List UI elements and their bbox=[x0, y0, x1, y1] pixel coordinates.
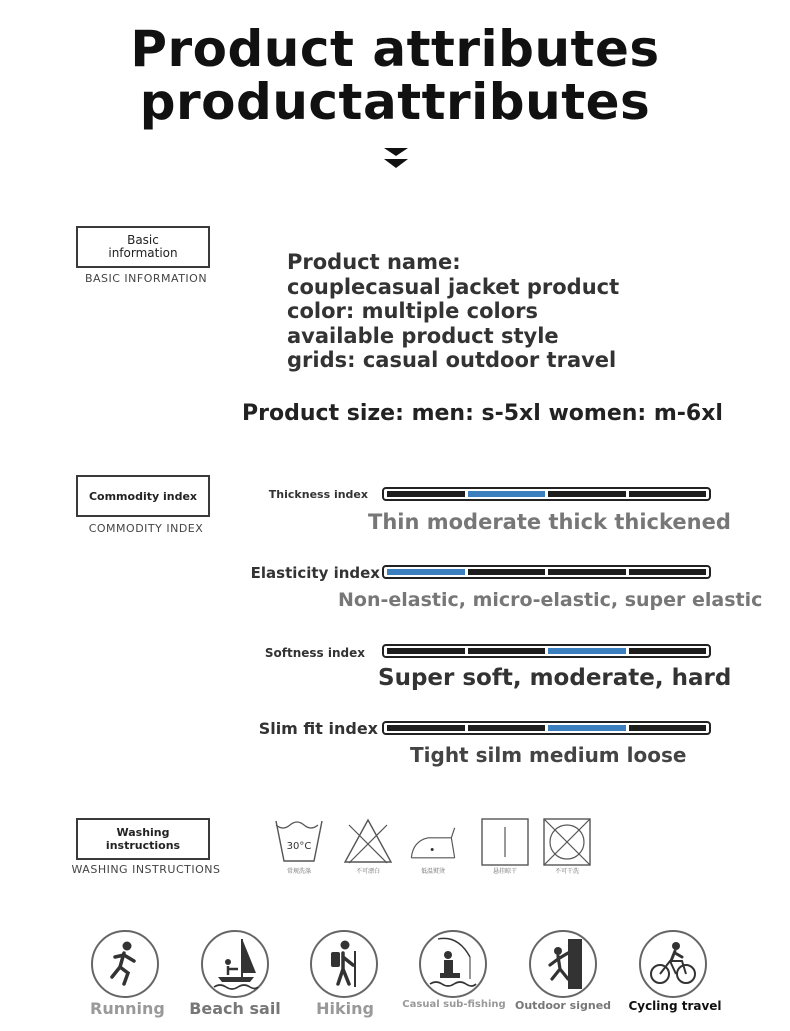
index-segment bbox=[387, 491, 465, 497]
slim-fit-index-bar bbox=[382, 721, 711, 735]
index-segment bbox=[548, 491, 626, 497]
basic-info-box-label-2: information bbox=[108, 246, 178, 260]
elasticity-scale-text: Non-elastic, micro-elastic, super elastic bbox=[338, 589, 763, 611]
index-segment bbox=[468, 569, 546, 575]
cycling-label: Cycling travel bbox=[628, 999, 722, 1013]
hang-dry-caption: 悬挂晾干 bbox=[492, 868, 517, 875]
beach-sail-label: Beach sail bbox=[189, 999, 281, 1018]
softness-index-bar bbox=[382, 644, 711, 658]
commodity-index-box bbox=[76, 475, 210, 517]
product-info-line: Product name: bbox=[287, 250, 461, 274]
commodity-index-box-label: Commodity index bbox=[88, 489, 198, 503]
iron-caption: 低温熨烫 bbox=[420, 868, 445, 875]
page-title: Product attributes bbox=[130, 20, 660, 78]
hiking-label: Hiking bbox=[316, 999, 374, 1018]
slim-fit-scale-text: Tight silm medium loose bbox=[410, 743, 687, 767]
cycling-icon bbox=[638, 929, 708, 999]
product-info-line: color: multiple colors bbox=[287, 299, 538, 323]
washing-box-label-2: instructions bbox=[105, 839, 181, 852]
no-dry-clean-caption: 不可干洗 bbox=[554, 868, 579, 875]
wash-temp-text: 30°C bbox=[286, 841, 312, 852]
hang-dry-icon bbox=[480, 817, 530, 867]
commodity-index-sub-label: COMMODITY INDEX bbox=[88, 522, 204, 535]
basic-info-box bbox=[76, 226, 210, 268]
softness-index-label: Softness index bbox=[264, 646, 365, 660]
double-chevron-down-icon bbox=[383, 146, 409, 172]
slim-fit-index-label: Slim fit index bbox=[258, 719, 378, 738]
fishing-icon bbox=[418, 929, 488, 999]
index-segment bbox=[548, 569, 626, 575]
product-info-line: available product style bbox=[287, 323, 559, 348]
index-segment bbox=[387, 725, 465, 731]
thickness-scale-text: Thin moderate thick thickened bbox=[368, 510, 731, 534]
product-size: Product size: men: s-5xl women: m-6xl bbox=[242, 401, 723, 426]
index-segment-active bbox=[468, 491, 546, 497]
index-segment bbox=[629, 569, 707, 575]
index-segment bbox=[468, 725, 546, 731]
index-segment-active bbox=[548, 725, 626, 731]
elasticity-index-bar bbox=[382, 565, 711, 579]
washing-sub-label: WASHING INSTRUCTIONS bbox=[71, 863, 221, 876]
basic-info-box-label-1: Basic bbox=[127, 233, 159, 247]
index-segment bbox=[629, 648, 707, 654]
running-icon bbox=[90, 929, 160, 999]
iron-low-icon bbox=[408, 817, 458, 867]
thickness-index-label: Thickness index bbox=[268, 488, 368, 501]
elasticity-index-label: Elasticity index bbox=[250, 564, 380, 582]
wash-caption: 常规洗涤 bbox=[286, 868, 311, 875]
fishing-label: Casual sub-fishing bbox=[402, 999, 506, 1010]
softness-scale-text: Super soft, moderate, hard bbox=[378, 665, 732, 691]
basic-info-sub-label: BASIC INFORMATION bbox=[84, 272, 208, 285]
index-segment bbox=[468, 648, 546, 654]
index-segment-active bbox=[548, 648, 626, 654]
wash-30-icon bbox=[274, 817, 324, 867]
index-segment bbox=[629, 725, 707, 731]
no-dry-clean-icon bbox=[542, 817, 592, 867]
washing-box bbox=[76, 818, 210, 860]
climbing-icon bbox=[528, 929, 598, 999]
product-info-block bbox=[287, 250, 619, 373]
no-bleach-icon bbox=[343, 817, 393, 867]
index-segment bbox=[629, 491, 707, 497]
no-bleach-caption: 不可漂白 bbox=[355, 868, 380, 875]
index-segment-active bbox=[387, 569, 465, 575]
index-segment bbox=[387, 648, 465, 654]
product-info-line: couplecasual jacket product bbox=[287, 274, 620, 299]
product-info-line: grids: casual outdoor travel bbox=[287, 348, 617, 372]
climbing-label: Outdoor signed bbox=[515, 999, 612, 1012]
thickness-index-bar bbox=[382, 487, 711, 501]
beach-sail-icon bbox=[200, 929, 270, 999]
hiking-icon bbox=[309, 929, 379, 999]
washing-box-label-1: Washing bbox=[116, 826, 170, 839]
running-label: Running bbox=[90, 999, 165, 1018]
page-subtitle: productattributes bbox=[139, 73, 651, 131]
